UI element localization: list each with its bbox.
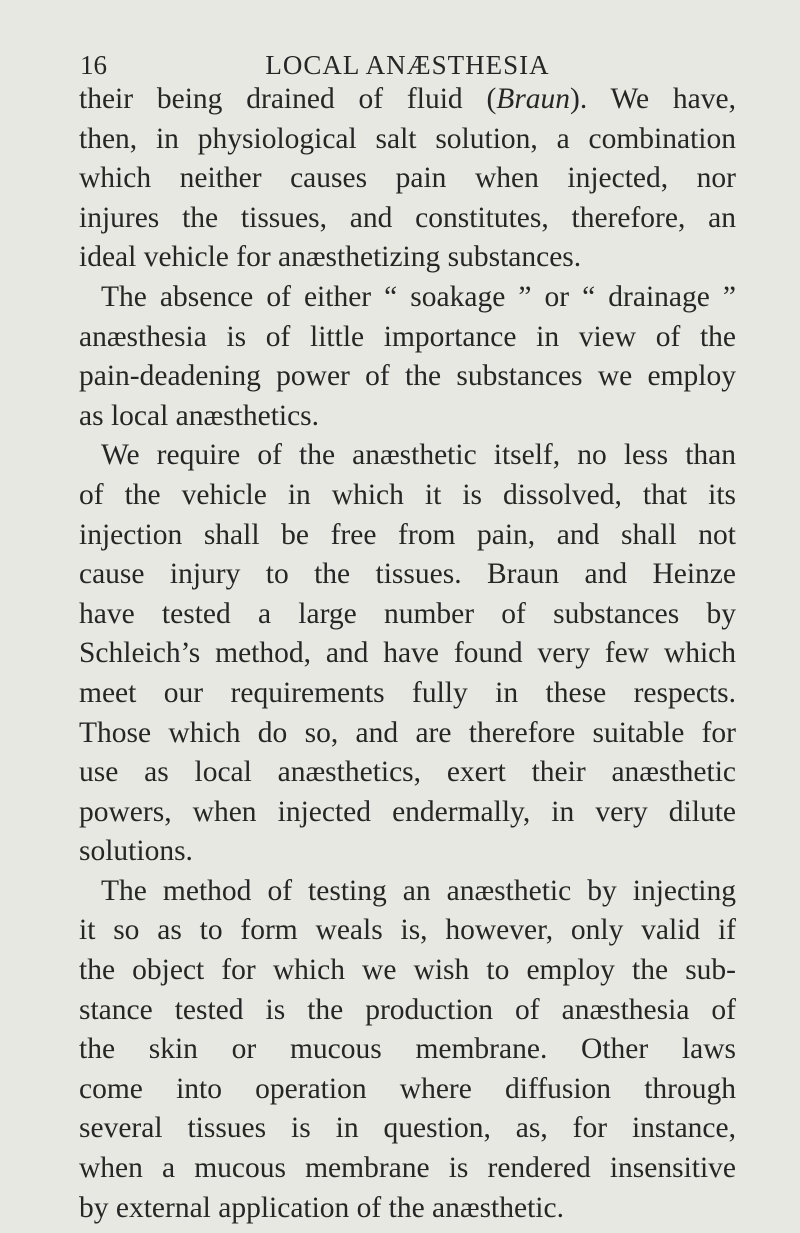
text-line: use as local anæsthetics, exert their anæsthetic <box>79 756 736 789</box>
text-line: by external application of the anæsthetic. <box>79 1191 564 1224</box>
text-line: stance tested is the production of anæsthesia of <box>79 993 736 1026</box>
text-line: of the vehicle in which it is dissolved, that its <box>79 478 736 511</box>
running-title: LOCAL ANÆSTHESIA <box>265 50 550 80</box>
text-line: The absence of either “ soakage ” or “ drainage ” <box>101 280 736 313</box>
text-line: come into operation where diffusion through <box>79 1072 736 1105</box>
text-line: Schleich’s method, and have found very few which <box>79 637 736 670</box>
text-line: anæsthesia is of little importance in view of the <box>79 320 736 353</box>
text-line: powers, when injected endermally, in very dilute <box>79 795 736 828</box>
text-line: several tissues is in question, as, for instance, <box>79 1112 736 1145</box>
text-line: as local anæsthetics. <box>79 399 320 432</box>
text-line: ideal vehicle for anæsthetizing substances. <box>79 241 582 274</box>
text-line: when a mucous membrane is rendered insensitive <box>79 1152 736 1185</box>
text-line: We require of the anæsthetic itself, no less than <box>101 439 736 472</box>
text-line: which neither causes pain when injected, nor <box>79 162 736 195</box>
text-line: meet our requirements fully in these respects. <box>79 676 736 709</box>
text-line: Those which do so, and are therefore suitable for <box>79 716 736 749</box>
text-line: the skin or mucous membrane. Other laws <box>79 1033 736 1066</box>
text-line: it so as to form weals is, however, only valid if <box>79 914 736 947</box>
text-line: injures the tissues, and constitutes, therefore, an <box>79 201 736 234</box>
text-line: The method of testing an anæsthetic by injecting <box>101 874 736 907</box>
text-line: solutions. <box>79 835 193 868</box>
text-line: the object for which we wish to employ the sub- <box>79 954 736 987</box>
text-line: then, in physiological salt solution, a combination <box>79 122 736 155</box>
text-line: injection shall be free from pain, and shall not <box>79 518 736 551</box>
text-line: cause injury to the tissues. Braun and Heinze <box>79 558 736 591</box>
text-line: have tested a large number of substances by <box>79 597 736 630</box>
text-line: their being drained of fluid (Braun). We have, <box>79 83 736 115</box>
page-body-text <box>79 80 736 1228</box>
italic-name: Braun <box>496 83 571 115</box>
text-line: pain-deadening power of the substances we employ <box>79 360 736 393</box>
page-number: 16 <box>80 50 107 80</box>
